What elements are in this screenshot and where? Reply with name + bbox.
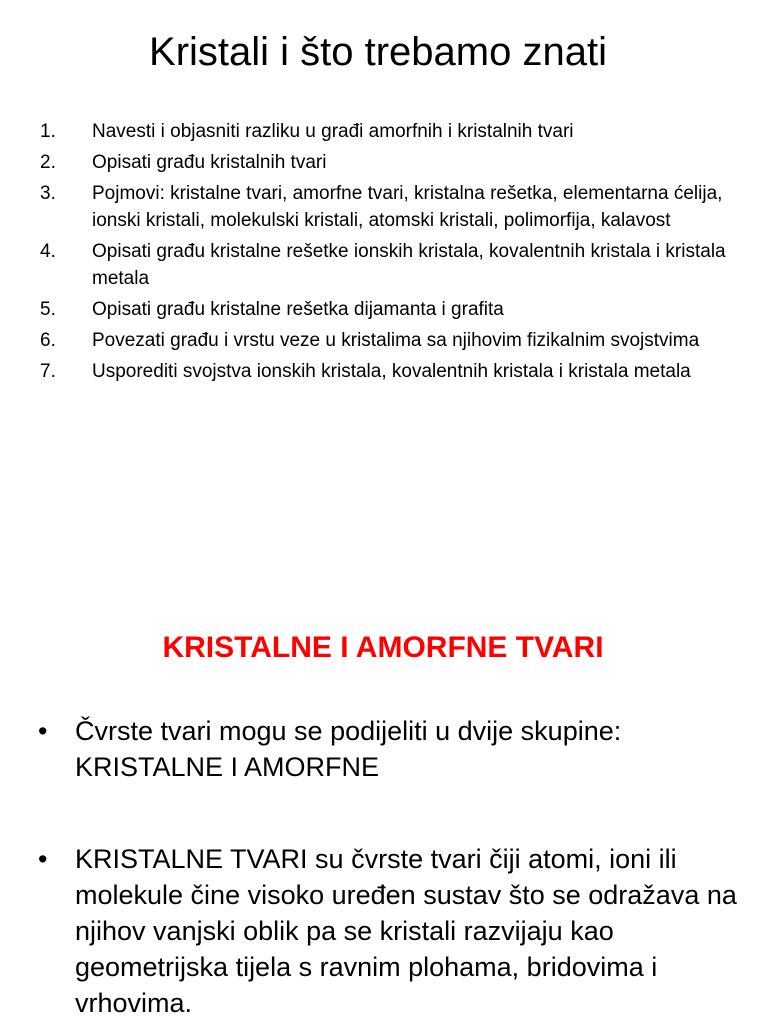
list-item bbox=[40, 180, 740, 234]
list-item bbox=[40, 296, 740, 323]
list-item-number: 3. bbox=[40, 183, 56, 204]
bullet-item bbox=[38, 713, 738, 785]
list-item-number: 5. bbox=[40, 299, 56, 320]
bullet-list bbox=[38, 713, 738, 1021]
list-item-text: Usporediti svojstva ionskih kristala, kovalentnih kristala i kristala metala bbox=[92, 361, 691, 382]
list-item bbox=[40, 238, 740, 292]
list-item bbox=[40, 118, 740, 145]
list-item bbox=[40, 358, 740, 385]
list-item-text: Pojmovi: kristalne tvari, amorfne tvari, kristalna rešetka, elementarna ćelija, ionski kristali, molekulski kristali, atomski kristali, polimorfija, kalavost bbox=[92, 183, 723, 231]
list-item-number: 4. bbox=[40, 241, 56, 262]
section-heading: KRISTALNE I AMORFNE TVARI bbox=[162, 631, 604, 664]
list-item-text: Povezati građu i vrstu veze u kristalima sa njihovim fizikalnim svojstvima bbox=[92, 330, 700, 351]
page-title: Kristali i što trebamo znati bbox=[149, 30, 607, 74]
bullet-text: KRISTALNE TVARI su čvrste tvari čiji atomi, ioni ili molekule čine visoko uređen sustav što se odražava na njihov vanjski oblik pa se kristali razvijaju kao geometrijska tijela s ravnim plohama, bridovima i vrhovima. bbox=[75, 844, 737, 1018]
bullet-text: Čvrste tvari mogu se podijeliti u dvije skupine: KRISTALNE I AMORFNE bbox=[75, 716, 622, 782]
list-item-number: 7. bbox=[40, 361, 56, 382]
bullet-icon: • bbox=[38, 716, 48, 746]
bullet-item bbox=[38, 841, 738, 1021]
list-item-number: 6. bbox=[40, 330, 56, 351]
list-item bbox=[40, 327, 740, 354]
learning-goals-list bbox=[40, 118, 740, 389]
list-item-number: 2. bbox=[40, 152, 56, 173]
list-item-text: Opisati građu kristalnih tvari bbox=[92, 152, 327, 173]
list-item bbox=[40, 149, 740, 176]
list-item-text: Opisati građu kristalne rešetka dijamanta i grafita bbox=[92, 299, 504, 320]
list-item-number: 1. bbox=[40, 121, 56, 142]
bullet-icon: • bbox=[38, 844, 48, 874]
list-item-text: Opisati građu kristalne rešetke ionskih kristala, kovalentnih kristala i kristala metala bbox=[92, 241, 726, 289]
list-item-text: Navesti i objasniti razliku u građi amorfnih i kristalnih tvari bbox=[92, 121, 574, 142]
